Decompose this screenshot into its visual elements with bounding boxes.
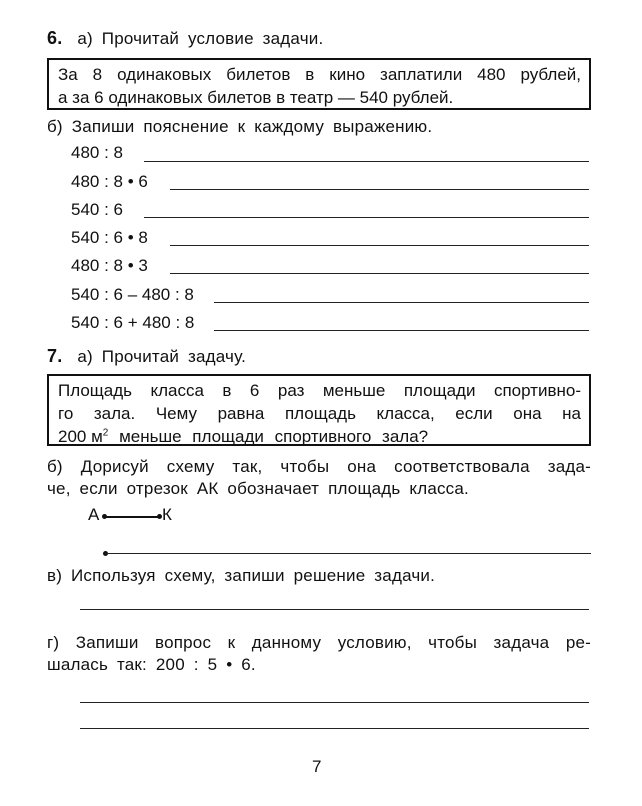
- segment-point-a: [102, 514, 107, 519]
- task-7-part-g-line-2: шалась так: 200 : 5 • 6.: [47, 655, 256, 674]
- segment-label-k: К: [162, 505, 173, 524]
- answer-line-6[interactable]: [214, 302, 589, 303]
- task-6-part-a: а) Прочитай условие задачи.: [77, 29, 324, 48]
- task-7-problem-line-1: Площадь класса в 6 раз меньше площади спортивно-: [58, 381, 581, 400]
- expression-6: 540 : 6 – 480 : 8: [71, 285, 194, 304]
- answer-line-4[interactable]: [170, 245, 589, 246]
- drawing-line[interactable]: [105, 553, 591, 554]
- problem-area-value: 200 м: [58, 427, 103, 446]
- question-line-1[interactable]: [80, 702, 589, 703]
- expression-2: 480 : 8 • 6: [71, 172, 148, 191]
- task-7-heading: [47, 346, 246, 367]
- task-7-part-v: в) Используя схему, запиши решение задачи.: [47, 566, 436, 585]
- task-7-part-a: а) Прочитай задачу.: [77, 347, 247, 366]
- expression-5: 480 : 8 • 3: [71, 256, 148, 275]
- task-7-part-b: [47, 457, 591, 499]
- answer-line-3[interactable]: [144, 217, 589, 218]
- task-7-part-b-line-1: б) Дорисуй схему так, чтобы она соответствовала зада-: [47, 457, 591, 476]
- expression-1: 480 : 8: [71, 143, 123, 162]
- expression-3: 540 : 6: [71, 200, 123, 219]
- answer-line-7[interactable]: [214, 330, 589, 331]
- expression-7: 540 : 6 + 480 : 8: [71, 313, 195, 332]
- expression-4: 540 : 6 • 8: [71, 228, 148, 247]
- task-6-condition-box: [47, 58, 591, 110]
- segment-label-a: А: [88, 505, 100, 524]
- question-line-2[interactable]: [80, 728, 589, 729]
- problem-last-text: меньше площади спортивного зала?: [108, 427, 429, 446]
- task-6-part-b: б) Запиши пояснение к каждому выражению.: [47, 117, 433, 136]
- task-7-problem-box: [47, 374, 591, 446]
- task-7-problem-line-3: [58, 425, 581, 448]
- task-6-condition-line-1: За 8 одинаковых билетов в кино заплатили 480 рублей,: [58, 65, 581, 84]
- segment-ak: [104, 516, 159, 518]
- task-7-part-g: [47, 633, 591, 675]
- answer-line-5[interactable]: [170, 273, 589, 274]
- page-number: 7: [312, 757, 322, 776]
- task-6-heading: [47, 28, 323, 49]
- answer-line-1[interactable]: [144, 161, 589, 162]
- task-7-part-g-line-1: г) Запиши вопрос к данному условию, чтобы задача ре-: [47, 633, 591, 652]
- solution-line[interactable]: [80, 609, 589, 610]
- task-6-number: 6.: [47, 28, 63, 48]
- answer-line-2[interactable]: [170, 189, 589, 190]
- task-7-problem-line-2: го зала. Чему равна площадь класса, если она на: [58, 404, 581, 423]
- task-7-number: 7.: [47, 346, 63, 366]
- task-6-condition-line-2: а за 6 одинаковых билетов в театр — 540 рублей.: [58, 88, 454, 107]
- task-7-part-b-line-2: че, если отрезок АК обозначает площадь класса.: [47, 479, 469, 498]
- unit-exponent: 2: [102, 427, 109, 439]
